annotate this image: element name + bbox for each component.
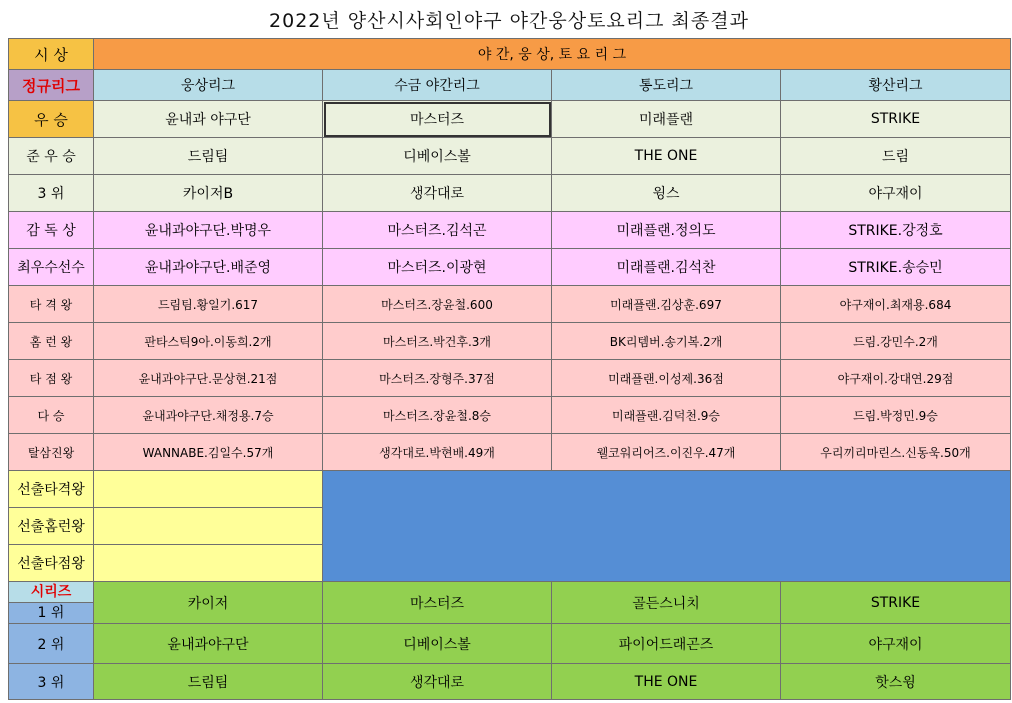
cell[interactable]: 생각대로 bbox=[323, 175, 552, 212]
cell[interactable]: 디베이스볼 bbox=[323, 138, 552, 175]
banner-cell[interactable]: 야 간, 웅 상, 토 요 리 그 bbox=[94, 39, 1011, 70]
cell[interactable]: 마스터즈.장윤철.600 bbox=[323, 286, 552, 323]
award-row-strikeout bbox=[9, 434, 1011, 471]
cell[interactable]: 윤내과야구단.문상현.21점 bbox=[94, 360, 323, 397]
cell[interactable]: 마스터즈.김석곤 bbox=[323, 212, 552, 249]
cell[interactable]: 야구재이 bbox=[781, 175, 1011, 212]
cell[interactable]: 윤내과야구단.박명우 bbox=[94, 212, 323, 249]
league-header-1[interactable]: 수금 야간리그 bbox=[323, 70, 552, 101]
cell[interactable]: 윤내과야구단.채정용.7승 bbox=[94, 397, 323, 434]
row-label[interactable]: 타 격 왕 bbox=[9, 286, 94, 323]
cell[interactable]: STRIKE.송승민 bbox=[781, 249, 1011, 286]
league-header-0[interactable]: 웅상리그 bbox=[94, 70, 323, 101]
award-header-cell[interactable]: 시 상 bbox=[9, 39, 94, 70]
cell[interactable]: 야구재이.강대연.29점 bbox=[781, 360, 1011, 397]
cell[interactable]: 야구재이 bbox=[781, 624, 1011, 664]
cell[interactable]: 윤내과야구단 bbox=[94, 624, 323, 664]
row-label[interactable]: 최우수선수 bbox=[9, 249, 94, 286]
results-table bbox=[8, 38, 1011, 700]
cell[interactable]: 생각대로.박현배.49개 bbox=[323, 434, 552, 471]
cell[interactable]: 드림 bbox=[781, 138, 1011, 175]
league-header-3[interactable]: 황산리그 bbox=[781, 70, 1011, 101]
award-row-wins bbox=[9, 397, 1011, 434]
award-row-champion bbox=[9, 101, 1011, 138]
cell[interactable]: 미래플랜.이성제.36점 bbox=[552, 360, 781, 397]
award-row-rbi bbox=[9, 360, 1011, 397]
cell[interactable]: THE ONE bbox=[552, 664, 781, 700]
sheet-title: 2022년 양산시사회인야구 야간웅상토요리그 최종결과 bbox=[269, 9, 749, 32]
cell[interactable]: 판타스틱9아.이동희.2개 bbox=[94, 323, 323, 360]
cell[interactable]: 핫스윙 bbox=[781, 664, 1011, 700]
cell[interactable]: 마스터즈.이광현 bbox=[323, 249, 552, 286]
cell[interactable]: 미래플랜.김석찬 bbox=[552, 249, 781, 286]
cell[interactable]: 드림.박정민.9승 bbox=[781, 397, 1011, 434]
award-row-manager bbox=[9, 212, 1011, 249]
cell[interactable]: THE ONE bbox=[552, 138, 781, 175]
cell[interactable]: 미래플랜 bbox=[552, 101, 781, 138]
row-label[interactable]: 선출타격왕 bbox=[9, 471, 94, 508]
series-row-2 bbox=[9, 624, 1011, 664]
row-label[interactable]: 선출홈런왕 bbox=[9, 508, 94, 545]
series-row-1 bbox=[9, 582, 1011, 624]
empty-cell[interactable] bbox=[94, 471, 323, 508]
row-label[interactable]: 감 독 상 bbox=[9, 212, 94, 249]
award-row-runner-up bbox=[9, 138, 1011, 175]
series-label-cell[interactable] bbox=[9, 582, 94, 624]
league-header-row bbox=[9, 70, 1011, 101]
award-row-homerun bbox=[9, 323, 1011, 360]
cell[interactable]: 웰코워리어즈.이진우.47개 bbox=[552, 434, 781, 471]
row-label[interactable]: 준 우 승 bbox=[9, 138, 94, 175]
cell[interactable]: 윤내과 야구단 bbox=[94, 101, 323, 138]
cell[interactable]: 미래플랜.김상훈.697 bbox=[552, 286, 781, 323]
league-header-2[interactable]: 통도리그 bbox=[552, 70, 781, 101]
cell[interactable]: 생각대로 bbox=[323, 664, 552, 700]
row-label[interactable]: 홈 런 왕 bbox=[9, 323, 94, 360]
cell[interactable]: 윙스 bbox=[552, 175, 781, 212]
cell[interactable]: WANNABE.김일수.57개 bbox=[94, 434, 323, 471]
cell[interactable]: 마스터즈.박건후.3개 bbox=[323, 323, 552, 360]
row-label[interactable]: 2 위 bbox=[9, 624, 94, 664]
cell[interactable]: 카이저B bbox=[94, 175, 323, 212]
cell[interactable]: 디베이스볼 bbox=[323, 624, 552, 664]
cell[interactable]: 야구재이.최재용.684 bbox=[781, 286, 1011, 323]
header-row bbox=[9, 39, 1011, 70]
cell[interactable]: 골든스니치 bbox=[552, 582, 781, 624]
cell[interactable]: STRIKE bbox=[781, 582, 1011, 624]
blank-merged-block[interactable] bbox=[323, 471, 1011, 582]
regular-league-label[interactable]: 정규리그 bbox=[9, 70, 94, 101]
row-label[interactable]: 다 승 bbox=[9, 397, 94, 434]
series-row-3 bbox=[9, 664, 1011, 700]
row-label[interactable]: 우 승 bbox=[9, 101, 94, 138]
cell[interactable]: 파이어드래곤즈 bbox=[552, 624, 781, 664]
row-label[interactable]: 3 위 bbox=[9, 664, 94, 700]
award-row-mvp bbox=[9, 249, 1011, 286]
cell[interactable]: STRIKE.강정호 bbox=[781, 212, 1011, 249]
row-label[interactable]: 타 점 왕 bbox=[9, 360, 94, 397]
row-label[interactable]: 3 위 bbox=[9, 175, 94, 212]
row-label[interactable]: 탈삼진왕 bbox=[9, 434, 94, 471]
cell[interactable]: 드림팀 bbox=[94, 138, 323, 175]
award-row-third bbox=[9, 175, 1011, 212]
empty-cell[interactable] bbox=[94, 508, 323, 545]
cell[interactable]: 마스터즈.장윤철.8승 bbox=[323, 397, 552, 434]
cell[interactable]: 드림팀.황일기.617 bbox=[94, 286, 323, 323]
cell[interactable]: 미래플랜.정의도 bbox=[552, 212, 781, 249]
row-label[interactable]: 선출타점왕 bbox=[9, 545, 94, 582]
cell[interactable]: BK리템버.송기복.2개 bbox=[552, 323, 781, 360]
row-label: 1 위 bbox=[9, 603, 93, 623]
cell[interactable]: 우리끼리마린스.신동욱.50개 bbox=[781, 434, 1011, 471]
cell[interactable]: 드림팀 bbox=[94, 664, 323, 700]
cell[interactable]: 마스터즈 bbox=[323, 582, 552, 624]
cell[interactable]: 드림.강민수.2개 bbox=[781, 323, 1011, 360]
selected-cell[interactable]: 마스터즈 bbox=[323, 101, 552, 138]
cell[interactable]: STRIKE bbox=[781, 101, 1011, 138]
cell[interactable]: 마스터즈.장형주.37점 bbox=[323, 360, 552, 397]
cell[interactable]: 미래플랜.김덕천.9승 bbox=[552, 397, 781, 434]
award-row-batting bbox=[9, 286, 1011, 323]
selected-row-batting bbox=[9, 471, 1011, 508]
cell[interactable]: 윤내과야구단.배준영 bbox=[94, 249, 323, 286]
cell[interactable]: 카이저 bbox=[94, 582, 323, 624]
empty-cell[interactable] bbox=[94, 545, 323, 582]
series-label: 시리즈 bbox=[9, 582, 93, 603]
